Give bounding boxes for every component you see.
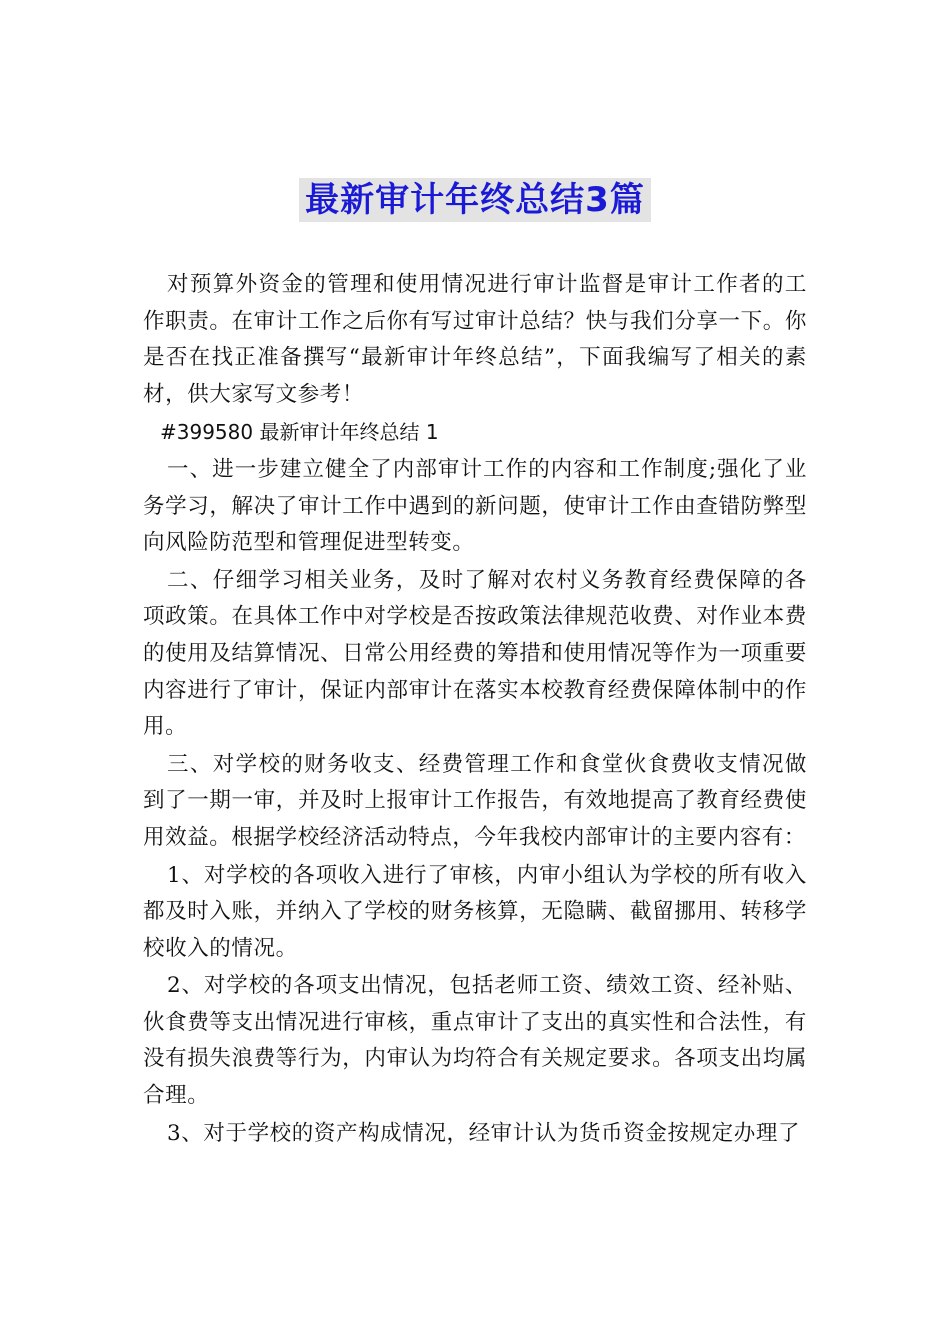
intro-paragraph: 对预算外资金的管理和使用情况进行审计监督是审计工作者的工作职责。在审计工作之后你有写过审计总结？快与我们分享一下。你是否在找正准备撰写“最新审计年终总结”，下面我编写了相关的素材，供大家写文参考！	[143, 272, 807, 407]
paragraph-item-1: 一、进一步建立健全了内部审计工作的内容和工作制度;强化了业务学习，解决了审计工作中遇到的新问题，使审计工作由查错防弊型向风险防范型和管理促进型转变。	[143, 456, 807, 556]
paragraph-subitem-1: 1、对学校的各项收入进行了审核，内审小组认为学校的所有收入都及时入账，并纳入了学校的财务核算，无隐瞒、截留挪用、转移学校收入的情况。	[143, 862, 807, 961]
document-title: 最新审计年终总结3篇	[299, 178, 651, 222]
title-container	[0, 178, 950, 222]
paragraph-item-3: 三、对学校的财务收支、经费管理工作和食堂伙食费收支情况做到了一期一审，并及时上报审计工作报告，有效地提高了教育经费使用效益。根据学校经济活动特点，今年我校内部审计的主要内容有：	[143, 751, 807, 850]
section-heading: #399580 最新审计年终总结 1	[160, 420, 439, 445]
paragraph-subitem-2: 2、对学校的各项支出情况，包括老师工资、绩效工资、经补贴、伙食费等支出情况进行审核，重点审计了支出的真实性和合法性，有没有损失浪费等行为，内审认为均符合有关规定要求。各项支出均属合理。	[143, 973, 807, 1109]
document-body	[143, 267, 807, 1153]
paragraph-item-2: 二、仔细学习相关业务，及时了解对农村义务教育经费保障的各项政策。在具体工作中对学校是否按政策法律规范收费、对作业本费的使用及结算情况、日常公用经费的筹措和使用情况等作为一项重要内容进行了审计，保证内部审计在落实本校教育经费保障体制中的作用。	[143, 567, 807, 740]
paragraph-subitem-3: 3、对于学校的资产构成情况，经审计认为货币资金按规定办理了	[167, 1120, 801, 1146]
